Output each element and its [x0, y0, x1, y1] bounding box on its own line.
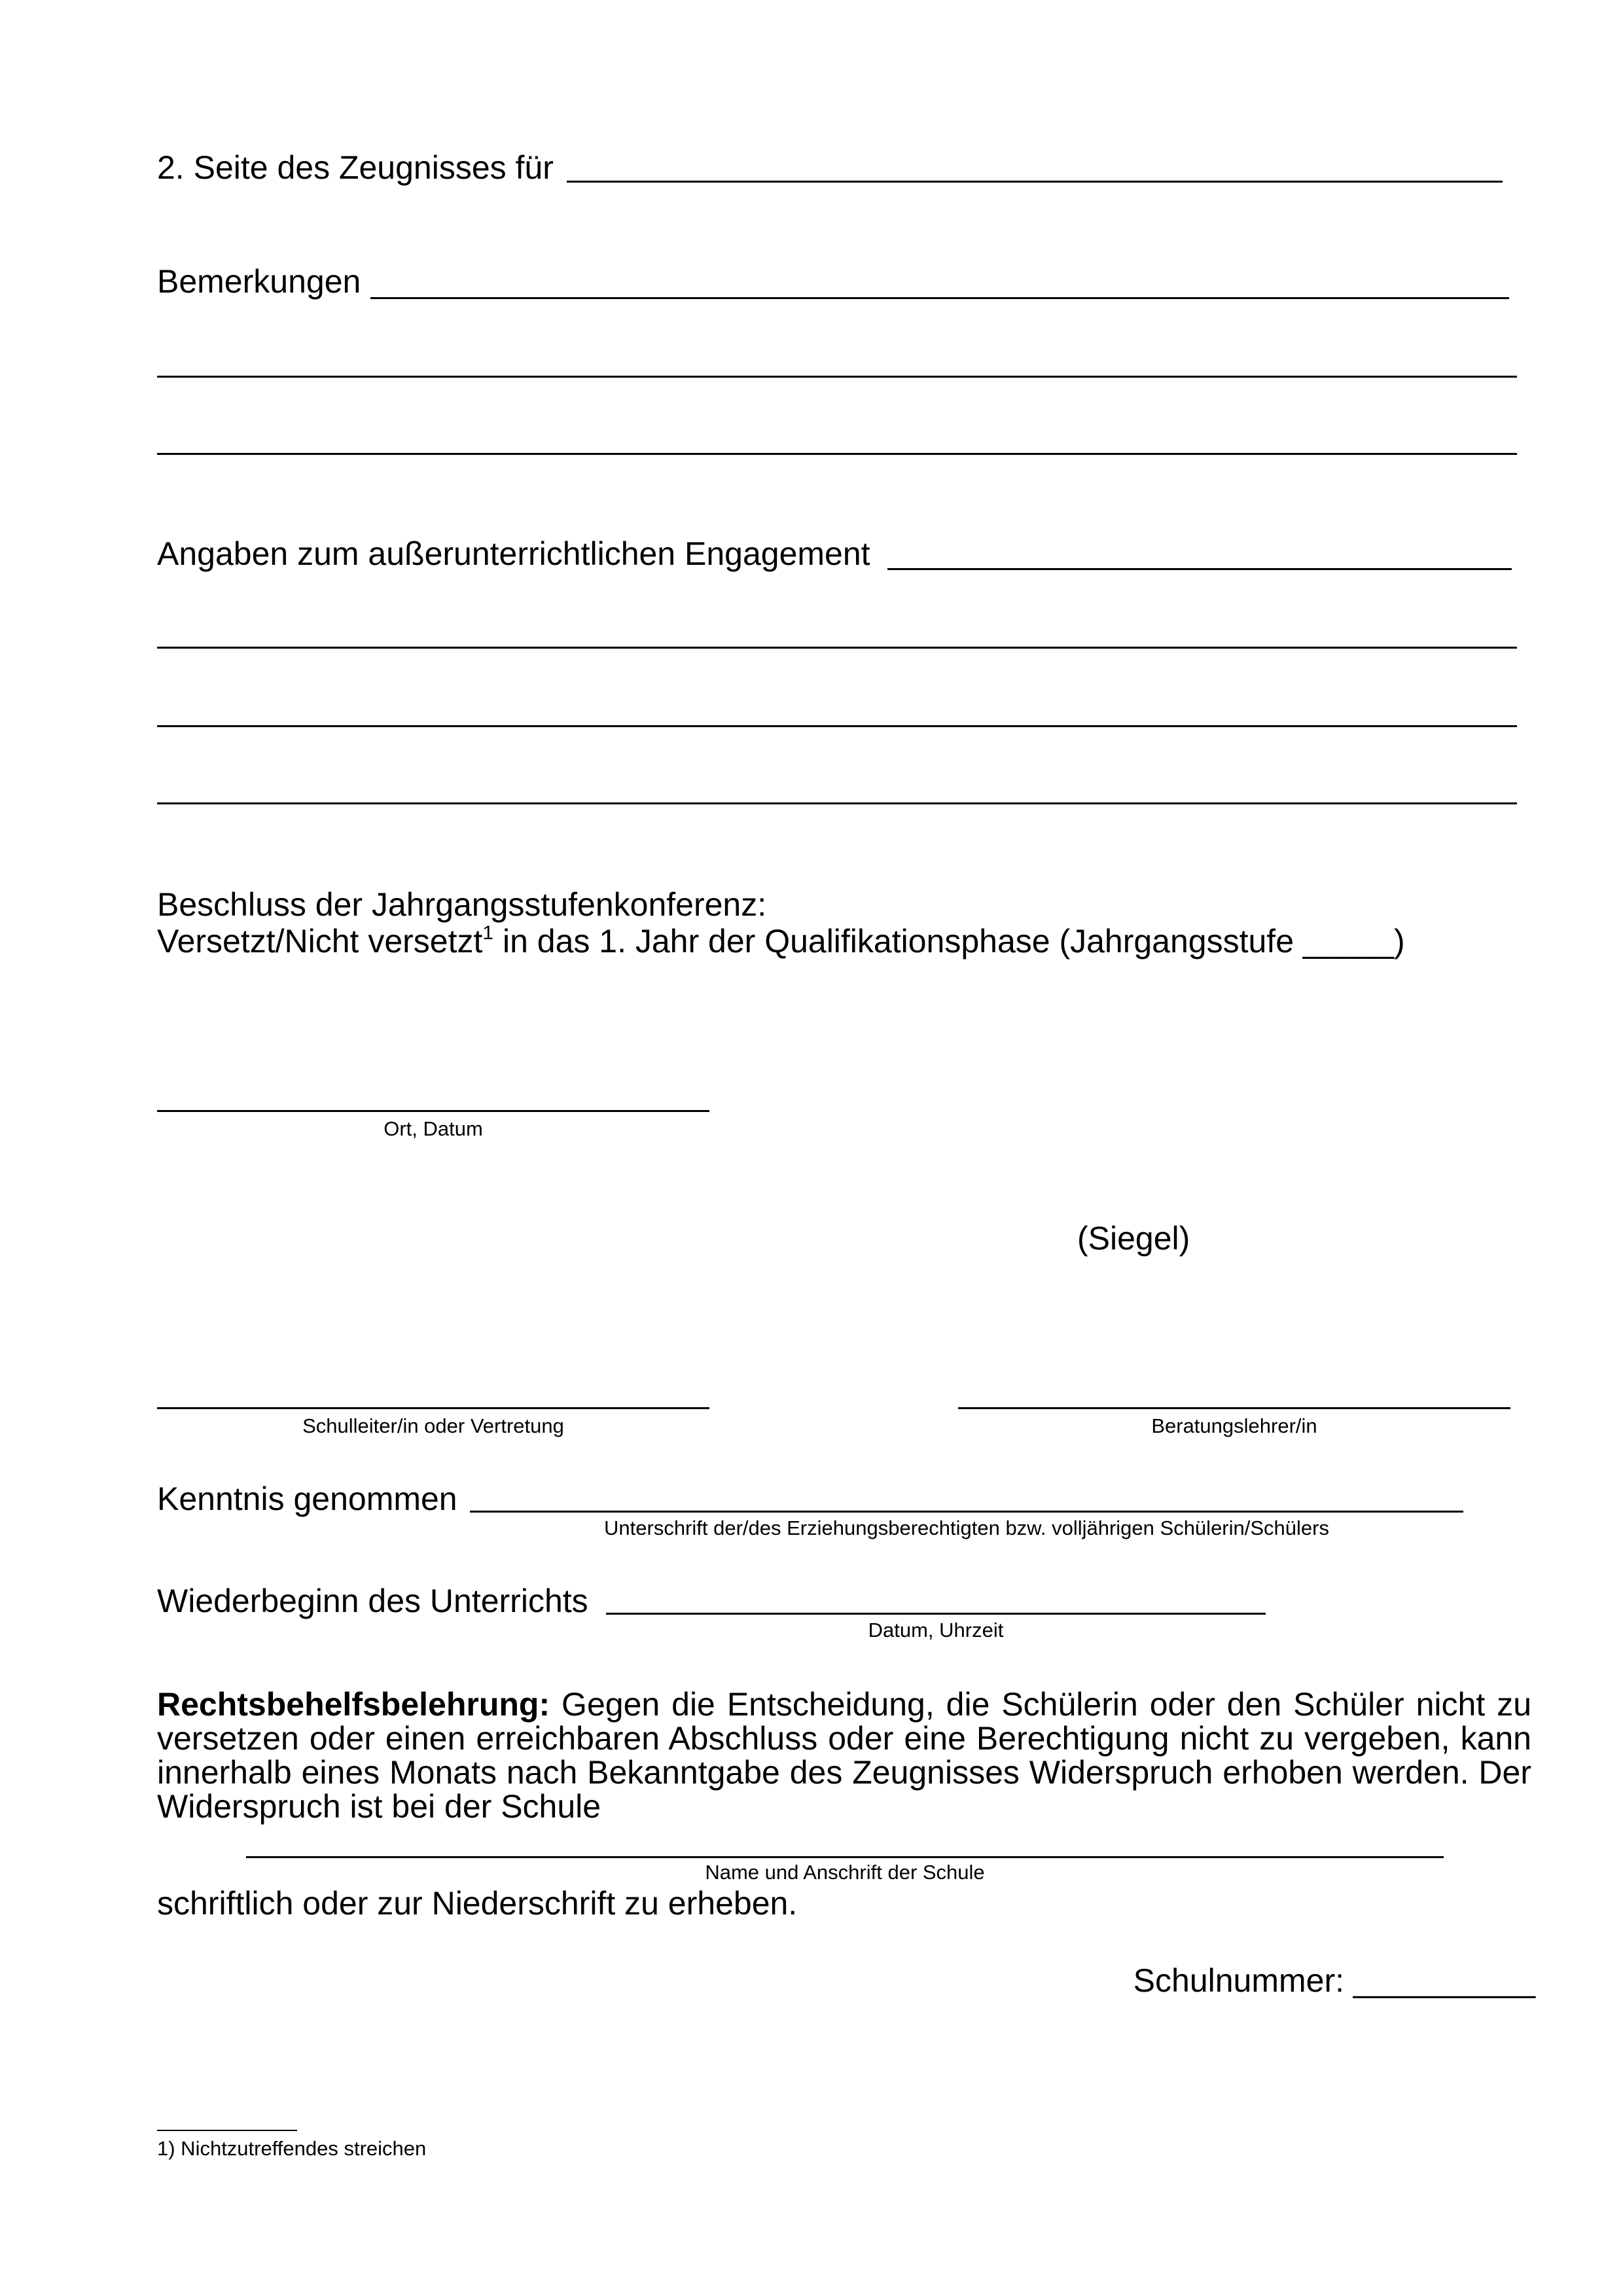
remarks-line-3[interactable] — [157, 453, 1517, 455]
school-number-label: Schulnummer: — [1133, 1962, 1345, 1999]
guardian-signature-line[interactable] — [470, 1511, 1463, 1513]
student-name-line[interactable] — [567, 181, 1503, 183]
remarks-line-2[interactable] — [157, 376, 1517, 378]
guardian-caption: Unterschrift der/des Erziehungsberechtigten bzw. volljährigen Schülerin/Schülers — [604, 1516, 1329, 1539]
acknowledged-label: Kenntnis genommen — [157, 1480, 457, 1517]
footnote-separator — [157, 2130, 297, 2131]
counselor-signature-line[interactable] — [958, 1407, 1510, 1409]
certificate-page-label: 2. Seite des Zeugnisses für — [157, 149, 554, 186]
engagement-line-1[interactable] — [887, 568, 1512, 570]
footnote-marker: 1 — [482, 922, 494, 944]
decision-close: ) — [1393, 923, 1405, 960]
resumption-caption: Datum, Uhrzeit — [868, 1619, 1004, 1641]
decision-suffix: in das 1. Jahr der Qualifikationsphase (Jahrgangsstufe — [493, 923, 1303, 960]
footnote-text: 1) Nichtzutreffendes streichen — [157, 2137, 427, 2160]
school-number — [1133, 1961, 1535, 2000]
resumption-label: Wiederbeginn des Unterrichts — [157, 1583, 588, 1619]
school-name-caption: Name und Anschrift der Schule — [705, 1861, 985, 1884]
engagement-line-2[interactable] — [157, 647, 1517, 649]
engagement-line-4[interactable] — [157, 802, 1517, 804]
place-date-caption: Ort, Datum — [383, 1117, 483, 1140]
legal-closing: schriftlich oder zur Niederschrift zu erheben. — [157, 1885, 798, 1922]
school-name-line[interactable] — [246, 1856, 1444, 1858]
decision-statement — [157, 922, 1405, 961]
place-date-line[interactable] — [157, 1110, 709, 1112]
engagement-line-3[interactable] — [157, 725, 1517, 727]
remarks-label: Bemerkungen — [157, 263, 361, 300]
principal-caption: Schulleiter/in oder Vertretung — [302, 1414, 564, 1437]
seal-label: (Siegel) — [1077, 1220, 1190, 1257]
legal-notice-heading: Rechtsbehelfsbelehrung: — [157, 1686, 550, 1723]
legal-notice-text: Gegen die Entscheidung, die Schülerin oder den Schüler nicht zu versetzen oder einen erreichbaren Abschluss oder eine Berechtigung nicht zu vergeben, kann innerhalb eines Monats nach Bekanntgabe des Zeugnisses Widerspruch erhoben werden. Der Widerspruch ist bei der Schule — [157, 1686, 1531, 1825]
remarks-line-1[interactable] — [370, 297, 1509, 299]
engagement-label: Angaben zum außerunterrichtlichen Engagement — [157, 535, 870, 572]
decision-prefix: Versetzt/Nicht versetzt — [157, 923, 483, 960]
counselor-caption: Beratungslehrer/in — [1151, 1414, 1317, 1437]
school-number-blank[interactable]: __________ — [1353, 1962, 1535, 1999]
legal-notice — [157, 1687, 1531, 1823]
principal-signature-line[interactable] — [157, 1407, 709, 1409]
grade-level-blank[interactable]: _____ — [1302, 923, 1394, 960]
decision-title: Beschluss der Jahrgangsstufenkonferenz: — [157, 886, 767, 923]
resumption-line[interactable] — [606, 1613, 1266, 1615]
